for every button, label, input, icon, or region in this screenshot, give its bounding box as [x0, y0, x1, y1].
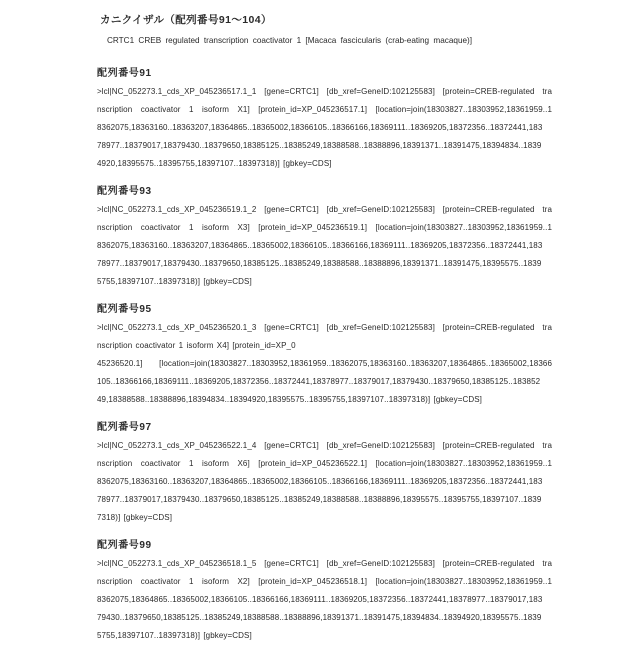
fasta-line: >lcl|NC_052273.1_cds_XP_045236519.1_2 [gene=CRTC1] [db_xref=GeneID:102125583] [protein=CREB-regulated tra — [97, 205, 552, 214]
fasta-line: 49,18388588..18388896,18394834..18394920,18395575..18395755,18397107..18397318)] [gbkey=CDS] — [97, 395, 482, 404]
fasta-line: 8362075,18363160..18363207,18364865..18365002,18366105..18366166,18369111..18369205,18372356..18372441,183 — [97, 477, 543, 486]
fasta-line: 78977..18379017,18379430..18379650,18385125..18385249,18388588..18388896,18391371..18391475,18395575..1839 — [97, 259, 542, 268]
fasta-line: 78977..18379017,18379430..18379650,18385125..18385249,18388588..18388896,18395575..18395755,18397107..1839 — [97, 495, 542, 504]
page-subtitle: CRTC1 CREB regulated transcription coactivator 1 [Macaca fascicularis (crab-eating macaque)] — [107, 36, 473, 45]
fasta-line: 8362075,18363160..18363207,18364865..18365002,18366105..18366166,18369111..18369205,18372356..18372441,183 — [97, 241, 543, 250]
fasta-line: >lcl|NC_052273.1_cds_XP_045236522.1_4 [gene=CRTC1] [db_xref=GeneID:102125583] [protein=CREB-regulated tra — [97, 441, 552, 450]
fasta-line: 45236520.1] [location=join(18303827..18303952,18361959..18362075,18363160..18363207,18364865..18365002,18366 — [97, 359, 552, 368]
sequence-section-91 — [97, 65, 600, 173]
fasta-line: nscription coactivator 1 isoform X4] [protein_id=XP_0 — [97, 341, 296, 350]
fasta-line: 8362075,18364865..18365002,18366105..18366166,18369111..18369205,18372356..18372441,18378977..18379017,183 — [97, 595, 543, 604]
sequence-section-97 — [97, 419, 600, 527]
section-header: 配列番号91 — [97, 68, 152, 79]
fasta-line: >lcl|NC_052273.1_cds_XP_045236518.1_5 [gene=CRTC1] [db_xref=GeneID:102125583] [protein=CREB-regulated tra — [97, 559, 552, 568]
fasta-line: 7318)] [gbkey=CDS] — [97, 513, 173, 522]
fasta-line: 4920,18395575..18395755,18397107..18397318)] [gbkey=CDS] — [97, 159, 332, 168]
fasta-line: 78977..18379017,18379430..18379650,18385125..18385249,18388588..18388896,18391371..18391475,18394834..1839 — [97, 141, 542, 150]
sequence-section-95 — [97, 301, 600, 409]
fasta-line: nscription coactivator 1 isoform X6] [protein_id=XP_045236522.1] [location=join(18303827..18303952,18361959..1 — [97, 459, 552, 468]
sequence-section-93 — [97, 183, 600, 291]
section-header: 配列番号97 — [97, 422, 152, 433]
fasta-line: nscription coactivator 1 isoform X3] [protein_id=XP_045236519.1] [location=join(18303827..18303952,18361959..1 — [97, 223, 552, 232]
page-title: カニクイザル（配列番号91～104） — [100, 14, 272, 26]
fasta-line: 5755,18397107..18397318)] [gbkey=CDS] — [97, 277, 252, 286]
section-header: 配列番号95 — [97, 304, 152, 315]
fasta-line: 8362075,18363160..18363207,18364865..18365002,18366105..18366166,18369111..18369205,18372356..18372441,183 — [97, 123, 543, 132]
fasta-line: 5755,18397107..18397318)] [gbkey=CDS] — [97, 631, 252, 640]
fasta-line: 105..18366166,18369111..18369205,18372356..18372441,18378977..18379017,18379430..18379650,18385125..183852 — [97, 377, 541, 386]
section-header: 配列番号93 — [97, 186, 152, 197]
section-header: 配列番号99 — [97, 540, 152, 551]
fasta-line: >lcl|NC_052273.1_cds_XP_045236517.1_1 [gene=CRTC1] [db_xref=GeneID:102125583] [protein=CREB-regulated tra — [97, 87, 552, 96]
fasta-line: nscription coactivator 1 isoform X1] [protein_id=XP_045236517.1] [location=join(18303827..18303952,18361959..1 — [97, 105, 552, 114]
fasta-line: >lcl|NC_052273.1_cds_XP_045236520.1_3 [gene=CRTC1] [db_xref=GeneID:102125583] [protein=CREB-regulated tra — [97, 323, 552, 332]
fasta-line: 79430..18379650,18385125..18385249,18388588..18388896,18391371..18391475,18394834..18394920,18395575..1839 — [97, 613, 542, 622]
sequence-section-99 — [97, 537, 600, 645]
fasta-line: nscription coactivator 1 isoform X2] [protein_id=XP_045236518.1] [location=join(18303827..18303952,18361959..1 — [97, 577, 552, 586]
